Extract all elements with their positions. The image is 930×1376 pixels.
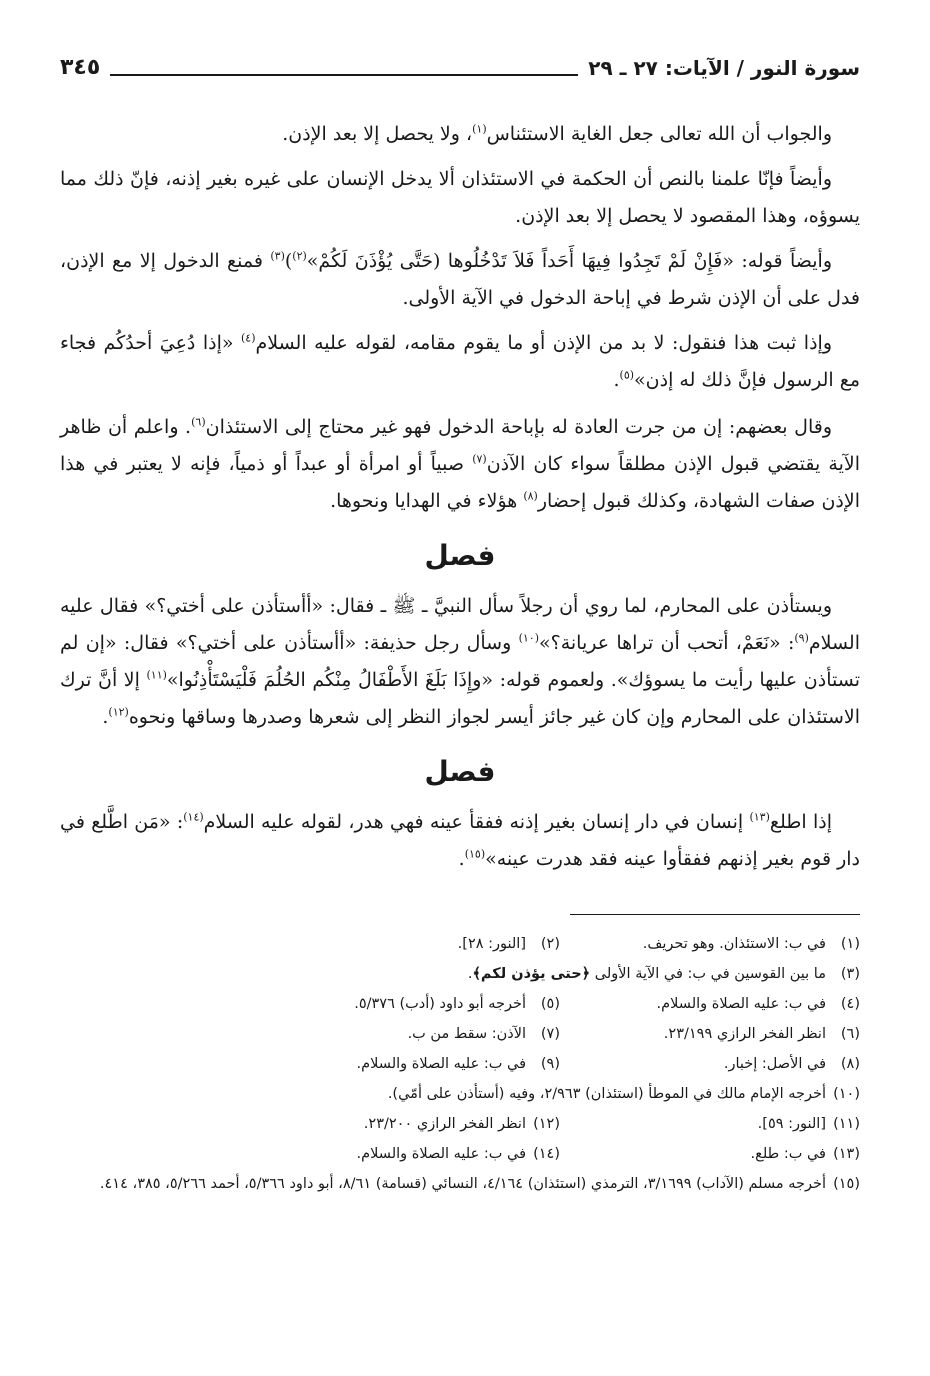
- footnote-5: (٥)أخرجه أبو داود (أدب) ٥/٣٧٦.: [354, 996, 560, 1012]
- footnote-row: [60, 1109, 860, 1139]
- paragraph-3: وأيضاً قوله: «فَإِنْ لَمْ تَجِدُوا فِيهَا أَحَداً فَلاَ تَدْخُلُوها (حَتَّى يُؤْذَنَ لَكُمْ»$^{(٢)}$)$^{(٣)}$ فمنع الدخول إلا مع الإذن، فدل على أن الإذن شرط في إباحة الدخول في الآية الأولى.: [60, 249, 860, 309]
- footnote-15: (١٥)أخرجه مسلم (الآداب) ٣/١٦٩٩، الترمذي (استئذان) ٤/١٦٤، النسائي (قسامة) ٨/٦١، أبو داود ٥/٣٦٦، أحمد ٥/٢٦٦، ٣٨٥، ٤١٤.: [99, 1176, 860, 1192]
- section-1-paragraph: ويستأذن على المحارم، لما روي أن رجلاً سأل النبيَّ ـ ﷺ ـ فقال: «أأستأذن على أختي؟» فقال عليه السلام$^{(٩)}$: «نَعَمْ، أتحب أن تراها عريانة؟»$^{(١٠)}$ وسأل رجل حذيفة: «أأستأذن على أختي؟» فقال: «إن لم تستأذن عليها رأيت ما يسوؤك». ولعموم قوله: «وإِذَا بَلَغَ الأَطْفَالُ مِنْكُم الحُلُمَ فَلْيَسْتَأْذِنُوا»$^{(١١)}$ إلا أنَّ ترك الاستئذان على المحارم وإن كان غير جائز أيسر لجواز النظر إلى شعرها وصدرها وساقها ونحوه$^{(١٢)}$.: [60, 595, 860, 728]
- footnote-3: (٣)ما بين القوسين في ب: في الآية الأولى ﴿حتى يؤذن لكم﴾.: [467, 966, 860, 982]
- running-title: سورة النور / الآيات: ٢٧ ـ ٢٩: [578, 56, 860, 80]
- section-heading-2: فصل: [424, 755, 496, 788]
- main-text: [60, 116, 860, 878]
- footnote-1: (١)في ب: الاستئذان. وهو تحريف.: [642, 936, 860, 952]
- footnote-ref: (٤): [240, 331, 256, 345]
- footnote-2: (٢)[النور: ٢٨].: [457, 936, 560, 952]
- footnote-ref: (٥): [619, 368, 635, 382]
- footnote-row: [60, 1139, 860, 1169]
- page-header: [60, 20, 860, 80]
- footnote-9: (٩)في ب: عليه الصلاة والسلام.: [356, 1056, 560, 1072]
- footnote-row: [60, 1169, 860, 1199]
- footnote-row: [60, 989, 860, 1019]
- footnote-12: (١٢)انظر الفخر الرازي ٢٣/٢٠٠.: [363, 1116, 560, 1132]
- footnote-ref: (١): [472, 122, 487, 136]
- paragraph-5: وقال بعضهم: إن من جرت العادة له بإباحة الدخول فهو غير محتاج إلى الاستئذان$^{(٦)}$. واعلم أن ظاهر الآية يقتضي قبول الإذن مطلقاً سواء كان الآذن$^{(٧)}$ صبياً أو امرأة أو عبداً أو ذمياً، فإنه لا يعتبر في هذا الإذن صفات الشهادة، وكذلك قبول إحضار$^{(٨)}$ هؤلاء في الهدايا ونحوها.: [60, 415, 861, 512]
- footnote-ref: (٧): [472, 452, 487, 466]
- footnote-6: (٦)انظر الفخر الرازي ٢٣/١٩٩.: [663, 1026, 860, 1042]
- paragraph-2: وأيضاً فإنّا علمنا بالنص أن الحكمة في الاستئذان ألا يدخل الإنسان على غيره بغير إذنه، فإنّ ذلك مما يسوؤه، وهذا المقصود لا يحصل إلا بعد الإذن.: [60, 168, 860, 227]
- footnote-14: (١٤)في ب: عليه الصلاة والسلام.: [356, 1146, 560, 1162]
- footnote-13: (١٣)في ب: طلع.: [750, 1146, 860, 1162]
- footnote-ref: (١٠): [518, 631, 539, 645]
- footnote-ref: (١١): [146, 668, 167, 682]
- footnote-row: [60, 1079, 860, 1109]
- section-heading-1: فصل: [424, 539, 496, 572]
- footnote-row: [60, 959, 860, 989]
- footnote-11: (١١)[النور: ٥٩].: [757, 1116, 860, 1132]
- footnote-row: [60, 929, 860, 959]
- footnote-ref: (٩): [794, 631, 809, 645]
- book-page: [60, 20, 860, 1350]
- paragraph-4: وإذا ثبت هذا فنقول: لا بد من الإذن أو ما يقوم مقامه، لقوله عليه السلام$^{(٤)}$ «إذا دُعِيَ أحدُكُم فجاء مع الرسول فإنَّ ذلك له إذن»$^{(٥)}$.: [60, 331, 860, 391]
- footnote-row: [60, 1019, 860, 1049]
- footnote-7: (٧)الآذن: سقط من ب.: [407, 1026, 560, 1042]
- footnote-ref: (٣): [270, 249, 285, 263]
- footnote-separator: [570, 914, 860, 915]
- footnote-ref: (١٢): [108, 705, 129, 719]
- footnote-ref: (١٥): [464, 847, 486, 861]
- footnote-ref: (٦): [191, 415, 206, 429]
- footnotes: [60, 929, 860, 1199]
- footnote-ref: (١٤): [183, 810, 204, 824]
- footnote-ref: (٨): [523, 489, 538, 503]
- section-2-paragraph: إذا اطلع$^{(١٣)}$ إنسان في دار إنسان بغير إذنه ففقأ عينه فهي هدر، لقوله عليه السلام$^{(١٤)}$: «مَن اطَّلع في دار قوم بغير إذنهم ففقأوا عينه فقد هدرت عينه»$^{(١٥)}$.: [60, 810, 860, 870]
- footnote-ref: (١٣): [749, 810, 770, 824]
- footnote-ref: (٢): [292, 249, 307, 263]
- footnote-4: (٤)في ب: عليه الصلاة والسلام.: [656, 996, 860, 1012]
- footnote-8: (٨)في الأصل: إخبار.: [723, 1056, 860, 1072]
- paragraph-1: والجواب أن الله تعالى جعل الغاية الاستئناس$^{(١)}$، ولا يحصل إلا بعد الإذن.: [282, 122, 832, 145]
- page-number: ٣٤٥: [60, 55, 110, 80]
- footnote-10: (١٠)أخرجه الإمام مالك في الموطأ (استئذان) ٢/٩٦٣، وفيه (أستأذن على أمّي).: [387, 1086, 860, 1102]
- footnote-row: [60, 1049, 860, 1079]
